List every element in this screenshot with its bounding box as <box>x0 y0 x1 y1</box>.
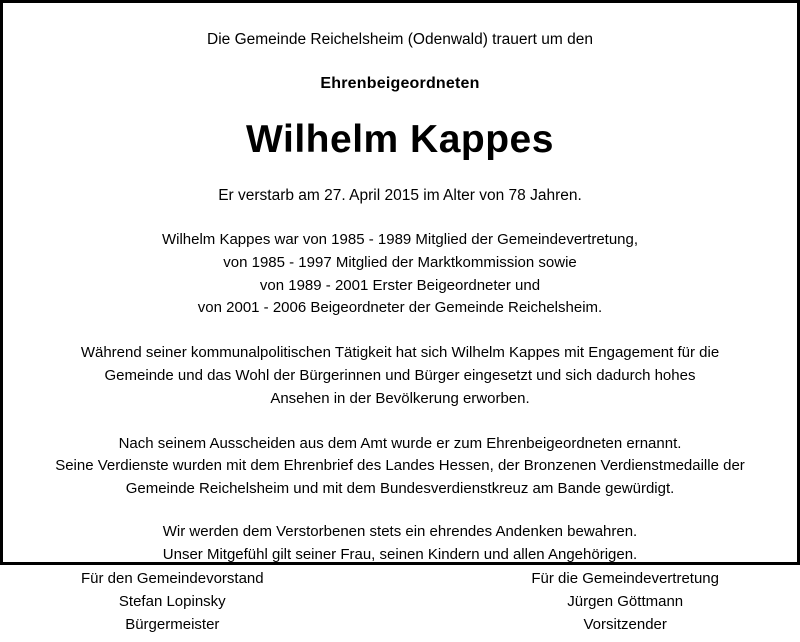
death-statement: Er verstarb am 27. April 2015 im Alter von 78 Jahren. <box>218 187 582 205</box>
signature-right-title: Vorsitzender <box>583 616 667 634</box>
closing-line: Unser Mitgefühl gilt seiner Frau, seinen Kindern und allen Angehörigen. <box>162 545 638 563</box>
closing-paragraph <box>43 521 757 567</box>
appreciation-line: Ansehen in der Bevölkerung erworben. <box>270 389 530 407</box>
honours-paragraph <box>43 433 757 501</box>
appreciation-line: Gemeinde und das Wohl der Bürgerinnen und Bürger eingesetzt und sich dadurch hohes <box>104 367 696 385</box>
service-record-line: von 1989 - 2001 Erster Beigeordneter und <box>259 276 541 294</box>
honours-line: Nach seinem Ausscheiden aus dem Amt wurde er zum Ehrenbeigeordneten ernannt. <box>118 434 682 452</box>
signature-left-title: Bürgermeister <box>125 616 220 634</box>
service-record-line: von 1985 - 1997 Mitglied der Marktkommission sowie <box>223 253 577 271</box>
signature-area <box>43 567 757 642</box>
honours-line: Gemeinde Reichelsheim und mit dem Bundesverdienstkreuz am Bande gewürdigt. <box>125 480 675 498</box>
intro-text: Die Gemeinde Reichelsheim (Odenwald) trauert um den <box>207 31 593 48</box>
deceased-name: Wilhelm Kappes <box>246 117 554 161</box>
service-record-paragraph <box>43 229 757 320</box>
signature-left-person: Stefan Lopinsky <box>118 592 226 610</box>
closing-line: Wir werden dem Verstorbenen stets ein ehrendes Andenken bewahren. <box>162 523 638 541</box>
role-title: Ehrenbeigeordneten <box>320 75 480 92</box>
signature-right-person: Jürgen Göttmann <box>567 592 684 610</box>
signature-right <box>531 567 719 637</box>
signature-left-org: Für den Gemeindevorstand <box>81 569 264 587</box>
honours-line: Seine Verdienste wurden mit dem Ehrenbrief des Landes Hessen, der Bronzenen Verdienstmedaille der <box>55 457 745 475</box>
signature-right-org: Für die Gemeindevertretung <box>531 569 719 587</box>
appreciation-paragraph <box>43 342 757 410</box>
appreciation-line: Während seiner kommunalpolitischen Tätigkeit hat sich Wilhelm Kappes mit Engagement für die <box>80 344 720 362</box>
service-record-line: von 2001 - 2006 Beigeordneter der Gemeinde Reichelsheim. <box>197 299 603 317</box>
service-record-line: Wilhelm Kappes war von 1985 - 1989 Mitglied der Gemeindevertretung, <box>161 231 639 249</box>
signature-left <box>81 567 264 637</box>
